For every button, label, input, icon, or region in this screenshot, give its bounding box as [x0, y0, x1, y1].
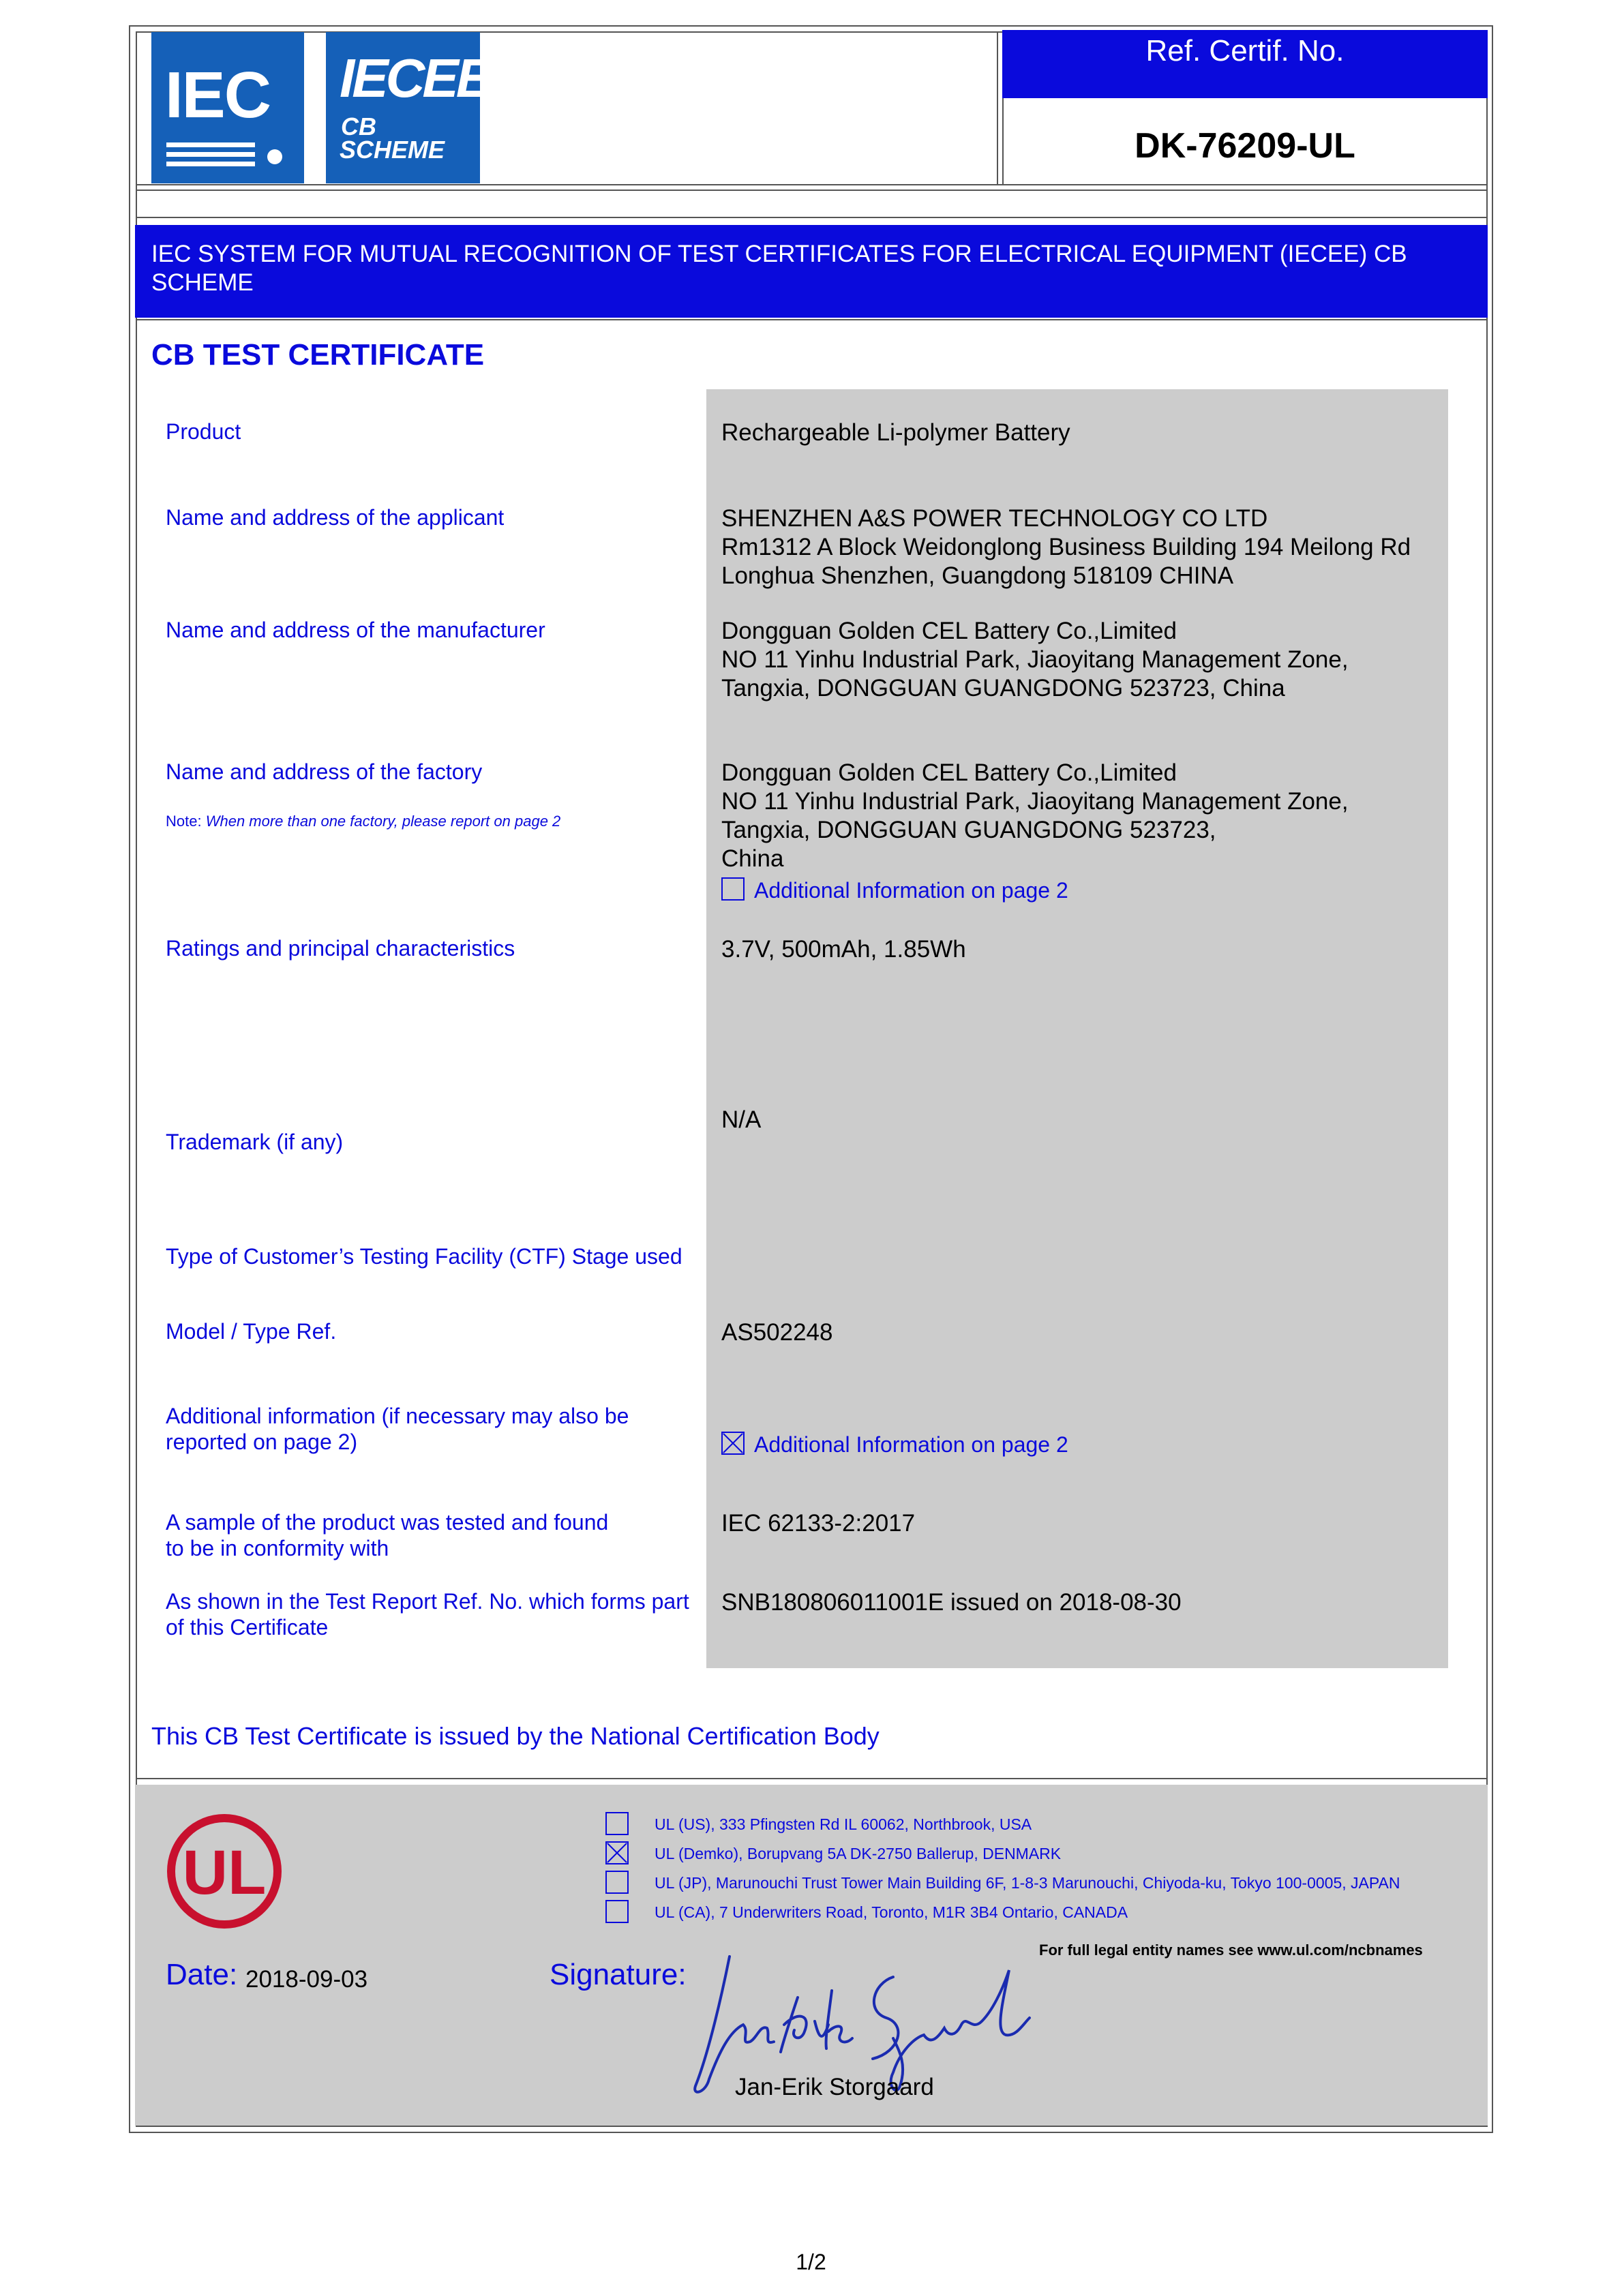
applicant-line: SHENZHEN A&S POWER TECHNOLOGY CO LTD — [721, 505, 1268, 532]
ratings-value: 3.7V, 500mAh, 1.85Wh — [721, 936, 966, 963]
conformity-label — [166, 1509, 711, 1561]
trademark-value: N/A — [721, 1106, 762, 1133]
additional-info-label-line: Additional information (if necessary may also be — [166, 1404, 629, 1428]
test-report-label-line: of this Certificate — [166, 1615, 329, 1640]
applicant-line: Rm1312 A Block Weidonglong Business Building 194 Meilong Rd — [721, 534, 1411, 560]
ncb-option-checkbox[interactable] — [605, 1841, 629, 1864]
divider — [136, 184, 1488, 185]
manufacturer-label: Name and address of the manufacturer — [166, 618, 545, 642]
ncb-option-text: UL (US), 333 Pfingsten Rd IL 60062, Northbrook, USA — [655, 1815, 1032, 1833]
additional-info-label — [166, 1403, 711, 1455]
additional-info-text: Additional Information on page 2 — [754, 1432, 1068, 1457]
factory-note — [166, 813, 560, 830]
conformity-label-line: A sample of the product was tested and found — [166, 1510, 609, 1535]
applicant-value — [721, 504, 1444, 590]
ctf-label: Type of Customer’s Testing Facility (CTF) Stage used — [166, 1244, 682, 1269]
iecee-logo-scheme: SCHEME — [340, 136, 445, 164]
factory-note-text: When more than one factory, please report on page 2 — [205, 813, 561, 830]
test-report-label — [166, 1588, 711, 1640]
additional-info-label-line: reported on page 2) — [166, 1430, 358, 1454]
model-value: AS502248 — [721, 1319, 833, 1346]
factory-value — [721, 759, 1444, 905]
ncb-option — [605, 1841, 1061, 1864]
ncb-option-text: UL (JP), Marunouchi Trust Tower Main Building 6F, 1-8-3 Marunouchi, Chiyoda-ku, Tokyo 100-0005, JAPAN — [655, 1874, 1400, 1892]
additional-info-checkbox[interactable] — [721, 1432, 745, 1455]
factory-line: Dongguan Golden CEL Battery Co.,Limited — [721, 759, 1177, 786]
legal-entity-note: For full legal entity names see www.ul.com/ncbnames — [1039, 1942, 1423, 1959]
signature-label: Signature: — [550, 1958, 687, 1991]
certificate-title: CB TEST CERTIFICATE — [151, 338, 485, 372]
factory-line: Tangxia, DONGGUAN GUANGDONG 523723, — [721, 817, 1216, 843]
divider — [136, 217, 1488, 218]
manufacturer-line: Dongguan Golden CEL Battery Co.,Limited — [721, 618, 1177, 644]
ratings-label: Ratings and principal characteristics — [166, 936, 515, 961]
ncb-option-checkbox[interactable] — [605, 1871, 629, 1894]
applicant-line: Longhua Shenzhen, Guangdong 518109 CHINA — [721, 562, 1234, 589]
factory-additional-info — [721, 876, 1444, 905]
scheme-title: IEC SYSTEM FOR MUTUAL RECOGNITION OF TEST CERTIFICATES FOR ELECTRICAL EQUIPMENT (IECEE) CB SCHEME — [151, 241, 1407, 296]
product-label: Product — [166, 419, 241, 444]
ncb-option — [605, 1900, 1128, 1923]
ul-logo-text: UL — [182, 1838, 267, 1907]
factory-label: Name and address of the factory — [166, 759, 483, 784]
ref-number: DK-76209-UL — [1135, 126, 1355, 166]
conformity-label-line: to be in conformity with — [166, 1536, 389, 1560]
test-report-label-line: As shown in the Test Report Ref. No. which forms part — [166, 1589, 689, 1614]
page-number: 1/2 — [796, 2250, 826, 2274]
date-value: 2018-09-03 — [245, 1966, 368, 1993]
iec-logo-text: IEC — [165, 59, 271, 132]
iec-logo — [151, 32, 304, 183]
iecee-logo-text: IECEE — [340, 48, 490, 108]
factory-line: China — [721, 845, 784, 872]
factory-additional-checkbox[interactable] — [721, 877, 745, 901]
iecee-logo-cb: CB — [341, 112, 376, 140]
divider — [997, 31, 998, 184]
divider — [136, 1778, 1488, 1779]
ncb-option-checkbox[interactable] — [605, 1812, 629, 1835]
signer-name: Jan-Erik Storgaard — [735, 2074, 934, 2100]
product-value: Rechargeable Li-polymer Battery — [721, 419, 1070, 446]
model-label: Model / Type Ref. — [166, 1319, 337, 1344]
ncb-option — [605, 1812, 1032, 1835]
test-report-value: SNB180806011001E issued on 2018-08-30 — [721, 1589, 1182, 1616]
additional-info-value — [721, 1430, 1444, 1459]
factory-additional-label: Additional Information on page 2 — [754, 878, 1068, 903]
ul-logo — [166, 1813, 282, 1929]
ncb-option-checkbox[interactable] — [605, 1900, 629, 1923]
iecee-cb-scheme-logo — [326, 32, 490, 183]
manufacturer-value — [721, 617, 1444, 703]
factory-line: NO 11 Yinhu Industrial Park, Jiaoyitang Management Zone, — [721, 788, 1349, 815]
conformity-value: IEC 62133-2:2017 — [721, 1510, 916, 1537]
divider — [136, 319, 1488, 320]
factory-note-prefix: Note: — [166, 813, 206, 830]
issued-by-statement: This CB Test Certificate is issued by the National Certification Body — [151, 1722, 880, 1750]
applicant-label: Name and address of the applicant — [166, 505, 505, 530]
ncb-option — [605, 1871, 1400, 1894]
manufacturer-line: NO 11 Yinhu Industrial Park, Jiaoyitang Management Zone, — [721, 646, 1349, 673]
divider — [136, 190, 1488, 191]
ncb-option-text: UL (Demko), Borupvang 5A DK-2750 Ballerup, DENMARK — [655, 1845, 1062, 1862]
ref-label: Ref. Certif. No. — [1145, 34, 1345, 67]
ncb-option-text: UL (CA), 7 Underwriters Road, Toronto, M1R 3B4 Ontario, CANADA — [655, 1903, 1128, 1921]
manufacturer-line: Tangxia, DONGGUAN GUANGDONG 523723, China — [721, 675, 1285, 701]
trademark-label: Trademark (if any) — [166, 1130, 344, 1154]
date-label: Date: — [166, 1958, 238, 1991]
